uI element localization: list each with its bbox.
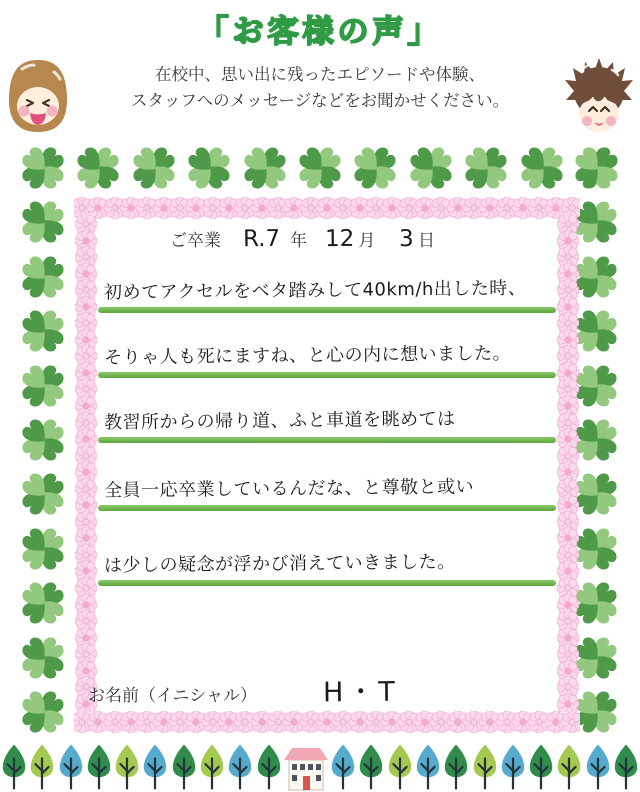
flower-border-top: [74, 196, 580, 220]
message-line-3: 教習所からの帰り道、ふと車道を眺めては: [103, 408, 456, 434]
tree-icon: [28, 740, 56, 792]
message-row: [98, 260, 556, 313]
page-title: 「お客様の声」: [197, 14, 443, 49]
tree-icon: [499, 740, 527, 792]
flower-border-left: [74, 216, 98, 712]
clover-border-left: [17, 142, 69, 738]
graduation-label: ご卒業: [170, 231, 221, 250]
tree-icon: [57, 740, 85, 792]
tree-icon: [0, 740, 28, 792]
subtitle: [70, 62, 570, 115]
flower-icon: [561, 711, 580, 733]
message-row: [98, 390, 556, 443]
clover-icon: [17, 686, 69, 738]
clover-icon: [239, 142, 291, 194]
clover-icon: [183, 142, 235, 194]
name-row: [88, 670, 399, 709]
clover-icon: [72, 142, 124, 194]
flower-border-bottom: [74, 710, 580, 734]
tree-icon: [584, 740, 612, 792]
message-line-2: そりゃ人も死にますね、と心の内に想いました。: [103, 343, 512, 369]
clover-icon: [349, 142, 401, 194]
day-suffix: 日: [418, 231, 436, 250]
graduation-era-value: R.7: [242, 225, 281, 253]
year-suffix: 年: [290, 231, 308, 250]
clover-icon: [17, 632, 69, 684]
clover-icon: [17, 251, 69, 303]
tree-icon: [170, 740, 198, 792]
clover-icon: [294, 142, 346, 194]
tree-icon: [527, 740, 555, 792]
graduation-date-row: [170, 226, 435, 252]
girl-face-icon: [2, 56, 74, 142]
boy-face-icon: [562, 58, 636, 148]
tree-icon: [141, 740, 169, 792]
name-label: お名前（イニシャル）: [88, 686, 257, 705]
tree-icon: [255, 740, 283, 792]
clover-icon: [17, 468, 69, 520]
tree-icon: [113, 740, 141, 792]
graduation-day-value: 3: [399, 225, 415, 253]
tree-icon: [442, 740, 470, 792]
subtitle-line-2: スタッフへのメッセージなどをお聞かせください。: [130, 92, 510, 111]
tree-icon: [357, 740, 385, 792]
flower-icon: [557, 693, 579, 712]
month-suffix: 月: [358, 231, 376, 250]
tree-icon: [85, 740, 113, 792]
clover-icon: [17, 360, 69, 412]
tree-icon: [329, 740, 357, 792]
message-row: [98, 533, 556, 586]
tree-icon: [612, 740, 640, 792]
subtitle-line-1: 在校中、思い出に残ったエピソードや体験、: [155, 66, 485, 84]
flower-border-right: [556, 216, 580, 712]
tree-icon: [471, 740, 499, 792]
house-icon: [283, 742, 329, 792]
message-row: [98, 325, 556, 378]
tree-icon: [386, 740, 414, 792]
clover-icon: [405, 142, 457, 194]
graduation-month-value: 12: [324, 225, 355, 253]
clover-icon: [17, 305, 69, 357]
tree-icon: [555, 740, 583, 792]
name-initial-value: H・T: [322, 676, 399, 709]
message-line-1: 初めてアクセルをベタ踏みして40km/h出した時、: [103, 277, 527, 304]
clover-icon: [17, 414, 69, 466]
tree-icon: [198, 740, 226, 792]
tree-icon: [226, 740, 254, 792]
clover-icon: [460, 142, 512, 194]
message-row: [98, 458, 556, 511]
clover-icon: [17, 196, 69, 248]
clover-icon: [17, 577, 69, 629]
tree-border-bottom: [0, 740, 640, 792]
clover-icon: [516, 142, 568, 194]
tree-icon: [414, 740, 442, 792]
clover-icon: [570, 142, 622, 194]
clover-border-top: [17, 142, 623, 194]
clover-icon: [17, 523, 69, 575]
clover-icon: [17, 142, 69, 194]
message-line-4: 全員一応卒業しているんだな、と尊敬と或い: [103, 476, 475, 502]
clover-icon: [128, 142, 180, 194]
message-line-5: は少しの疑念が浮かび消えていきました。: [103, 551, 456, 577]
